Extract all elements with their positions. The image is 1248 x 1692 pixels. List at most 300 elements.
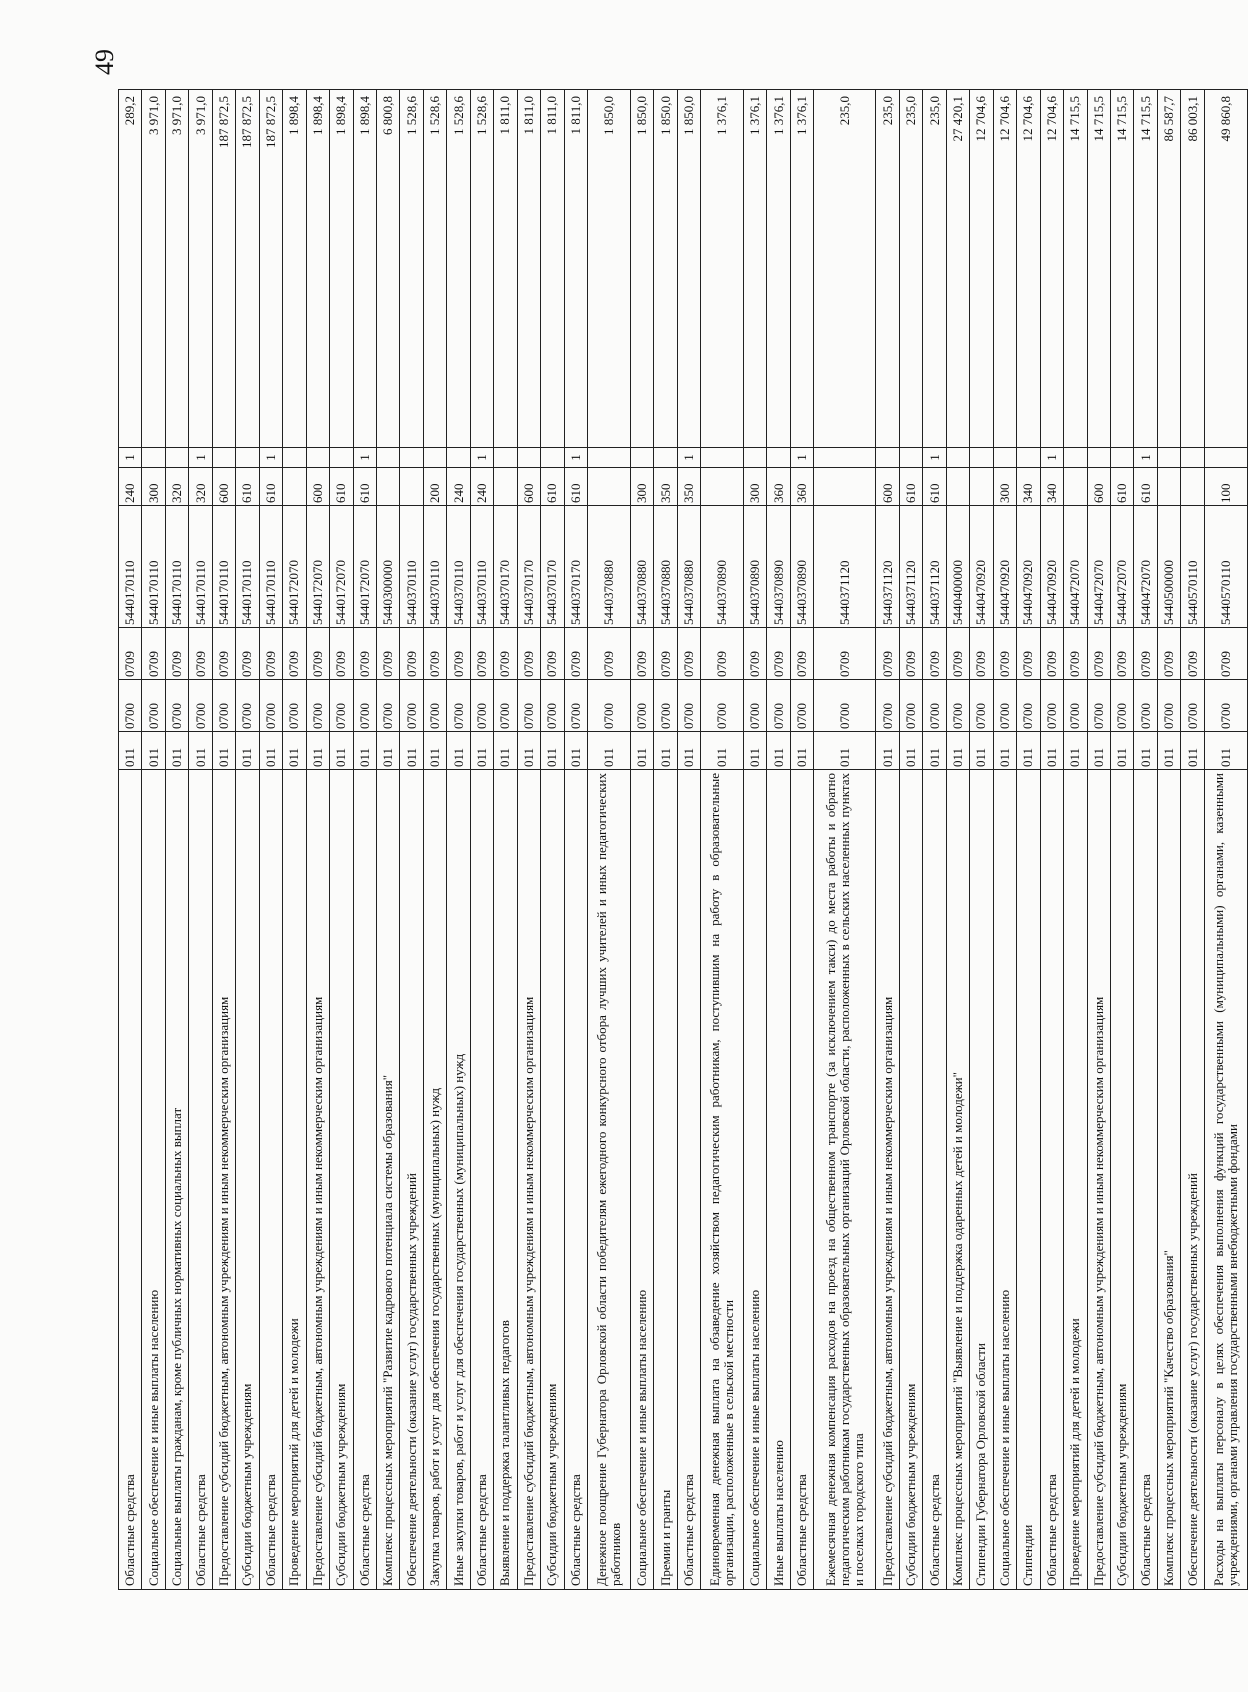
row-vr-code-cell: 360 (790, 468, 813, 506)
row-name-cell: Иные выплаты населению (767, 770, 790, 1590)
row-name-cell: Областные средства (1040, 770, 1063, 1590)
row-vr-code-cell: 240 (119, 468, 142, 506)
row-cs-code-cell: 5440172070 (283, 506, 306, 628)
row-amount-cell: 14 715,5 (1134, 90, 1157, 448)
row-rz-code-cell: 0700 (212, 680, 235, 732)
table-row (767, 90, 790, 1590)
row-rz-code-cell: 0700 (236, 680, 259, 732)
row-name-cell: Иные закупки товаров, работ и услуг для обеспечения государственных (муниципальных) нужд (447, 770, 470, 1590)
row-name-cell: Областные средства (564, 770, 587, 1590)
row-name-cell: Предоставление субсидий бюджетным, автономным учреждениям и иным некоммерческим организациям (1087, 770, 1110, 1590)
row-amount-cell: 14 715,5 (1110, 90, 1133, 448)
row-pr-code-cell: 0709 (236, 628, 259, 680)
table-row (1087, 90, 1110, 1590)
row-amount-cell: 235,0 (876, 90, 899, 448)
row-amount-cell: 1 850,0 (677, 90, 700, 448)
row-vr-code-cell (283, 468, 306, 506)
row-amount-cell: 1 376,1 (790, 90, 813, 448)
row-vr-code-cell: 240 (470, 468, 493, 506)
row-amount-cell: 1 850,0 (630, 90, 653, 448)
row-cs-code-cell: 5440370880 (677, 506, 700, 628)
row-fund-flag-cell (1110, 448, 1133, 468)
budget-table-sheet (118, 90, 1248, 1590)
row-cs-code-cell: 5440470920 (970, 506, 993, 628)
row-cs-code-cell: 5440370890 (701, 506, 744, 628)
row-fund-flag-cell (236, 448, 259, 468)
row-fund-flag-cell: 1 (923, 448, 946, 468)
row-gr-code-cell: 011 (1017, 732, 1040, 770)
row-pr-code-cell: 0709 (1040, 628, 1063, 680)
row-vr-code-cell: 610 (353, 468, 376, 506)
row-cs-code-cell: 5440371120 (899, 506, 922, 628)
row-pr-code-cell: 0709 (588, 628, 631, 680)
row-amount-cell: 1 376,1 (767, 90, 790, 448)
row-vr-code-cell (1064, 468, 1087, 506)
row-fund-flag-cell: 1 (189, 448, 212, 468)
row-pr-code-cell: 0709 (283, 628, 306, 680)
row-pr-code-cell: 0709 (564, 628, 587, 680)
row-gr-code-cell: 011 (1087, 732, 1110, 770)
row-rz-code-cell: 0700 (993, 680, 1016, 732)
row-amount-cell: 86 003,1 (1181, 90, 1204, 448)
row-gr-code-cell: 011 (306, 732, 329, 770)
row-gr-code-cell: 011 (423, 732, 446, 770)
row-gr-code-cell: 011 (1181, 732, 1204, 770)
row-rz-code-cell: 0700 (564, 680, 587, 732)
table-row (1204, 90, 1247, 1590)
row-cs-code-cell: 5440400000 (946, 506, 969, 628)
row-pr-code-cell: 0709 (259, 628, 282, 680)
row-fund-flag-cell (330, 448, 353, 468)
table-row (1064, 90, 1087, 1590)
row-amount-cell: 187 872,5 (259, 90, 282, 448)
row-cs-code-cell: 5440170110 (119, 506, 142, 628)
budget-table (118, 89, 1248, 1590)
row-gr-code-cell: 011 (283, 732, 306, 770)
row-fund-flag-cell (142, 448, 165, 468)
row-cs-code-cell: 5440500000 (1157, 506, 1180, 628)
row-rz-code-cell: 0700 (1087, 680, 1110, 732)
row-cs-code-cell: 5440570110 (1181, 506, 1204, 628)
row-rz-code-cell: 0700 (946, 680, 969, 732)
row-name-cell: Обеспечение деятельности (оказание услуг) государственных учреждений (400, 770, 423, 1590)
row-rz-code-cell: 0700 (330, 680, 353, 732)
row-pr-code-cell: 0709 (212, 628, 235, 680)
row-gr-code-cell: 011 (630, 732, 653, 770)
row-name-cell: Субсидии бюджетным учреждениям (330, 770, 353, 1590)
table-row (494, 90, 517, 1590)
row-rz-code-cell: 0700 (1040, 680, 1063, 732)
table-row (447, 90, 470, 1590)
row-vr-code-cell: 350 (677, 468, 700, 506)
row-name-cell: Денежное поощрение Губернатора Орловской области победителям ежегодного конкурсного отбора лучших учителей и иных педагогических работников (588, 770, 631, 1590)
row-cs-code-cell: 5440170110 (212, 506, 235, 628)
row-fund-flag-cell (654, 448, 677, 468)
row-gr-code-cell: 011 (541, 732, 564, 770)
table-row (400, 90, 423, 1590)
row-pr-code-cell: 0709 (447, 628, 470, 680)
row-pr-code-cell: 0709 (1110, 628, 1133, 680)
row-cs-code-cell: 5440172070 (353, 506, 376, 628)
row-cs-code-cell: 5440172070 (306, 506, 329, 628)
row-pr-code-cell: 0709 (330, 628, 353, 680)
row-gr-code-cell: 011 (564, 732, 587, 770)
row-pr-code-cell: 0709 (899, 628, 922, 680)
row-amount-cell: 86 587,7 (1157, 90, 1180, 448)
row-fund-flag-cell (630, 448, 653, 468)
row-fund-flag-cell (701, 448, 744, 468)
row-name-cell: Предоставление субсидий бюджетным, автономным учреждениям и иным некоммерческим организациям (517, 770, 540, 1590)
row-amount-cell: 14 715,5 (1087, 90, 1110, 448)
row-fund-flag-cell (743, 448, 766, 468)
row-vr-code-cell (1181, 468, 1204, 506)
row-gr-code-cell: 011 (236, 732, 259, 770)
row-vr-code-cell: 350 (654, 468, 677, 506)
row-vr-code-cell (814, 468, 876, 506)
row-vr-code-cell: 300 (630, 468, 653, 506)
row-fund-flag-cell (306, 448, 329, 468)
table-row (283, 90, 306, 1590)
row-gr-code-cell: 011 (1134, 732, 1157, 770)
row-cs-code-cell: 5440370880 (654, 506, 677, 628)
row-cs-code-cell: 5440370170 (541, 506, 564, 628)
row-amount-cell: 1 528,6 (423, 90, 446, 448)
row-rz-code-cell: 0700 (743, 680, 766, 732)
row-amount-cell: 1 528,6 (400, 90, 423, 448)
row-name-cell: Социальное обеспечение и иные выплаты населению (630, 770, 653, 1590)
row-fund-flag-cell: 1 (564, 448, 587, 468)
table-row (1157, 90, 1180, 1590)
row-amount-cell: 3 971,0 (142, 90, 165, 448)
row-fund-flag-cell (517, 448, 540, 468)
row-name-cell: Областные средства (189, 770, 212, 1590)
row-name-cell: Социальное обеспечение и иные выплаты населению (993, 770, 1016, 1590)
row-cs-code-cell: 5440172070 (330, 506, 353, 628)
row-name-cell: Комплекс процессных мероприятий "Качество образования" (1157, 770, 1180, 1590)
table-row (677, 90, 700, 1590)
row-pr-code-cell: 0709 (541, 628, 564, 680)
row-cs-code-cell: 5440370880 (630, 506, 653, 628)
table-row (630, 90, 653, 1590)
row-fund-flag-cell (165, 448, 188, 468)
row-gr-code-cell: 011 (814, 732, 876, 770)
row-fund-flag-cell (993, 448, 1016, 468)
row-gr-code-cell: 011 (970, 732, 993, 770)
row-vr-code-cell: 610 (1134, 468, 1157, 506)
row-fund-flag-cell: 1 (790, 448, 813, 468)
row-rz-code-cell: 0700 (1204, 680, 1247, 732)
row-cs-code-cell: 5440370880 (588, 506, 631, 628)
row-rz-code-cell: 0700 (677, 680, 700, 732)
row-cs-code-cell: 5440370890 (790, 506, 813, 628)
row-vr-code-cell (494, 468, 517, 506)
row-vr-code-cell (946, 468, 969, 506)
row-amount-cell: 1 850,0 (588, 90, 631, 448)
row-pr-code-cell: 0709 (494, 628, 517, 680)
row-cs-code-cell: 5440370890 (743, 506, 766, 628)
row-fund-flag-cell: 1 (1040, 448, 1063, 468)
row-gr-code-cell: 011 (400, 732, 423, 770)
row-name-cell: Проведение мероприятий для детей и молодежи (1064, 770, 1087, 1590)
row-pr-code-cell: 0709 (400, 628, 423, 680)
row-amount-cell: 235,0 (899, 90, 922, 448)
row-cs-code-cell: 5440470920 (993, 506, 1016, 628)
row-pr-code-cell: 0709 (630, 628, 653, 680)
row-cs-code-cell: 5440370110 (423, 506, 446, 628)
row-rz-code-cell: 0700 (923, 680, 946, 732)
row-rz-code-cell: 0700 (376, 680, 399, 732)
row-amount-cell: 14 715,5 (1064, 90, 1087, 448)
row-amount-cell: 6 800,8 (376, 90, 399, 448)
row-cs-code-cell: 5440570110 (1204, 506, 1247, 628)
row-name-cell: Проведение мероприятий для детей и молодежи (283, 770, 306, 1590)
table-row (165, 90, 188, 1590)
row-name-cell: Выявление и поддержка талантливых педагогов (494, 770, 517, 1590)
row-rz-code-cell: 0700 (1110, 680, 1133, 732)
row-vr-code-cell: 600 (212, 468, 235, 506)
row-cs-code-cell: 5440470920 (1017, 506, 1040, 628)
row-cs-code-cell: 5440472070 (1134, 506, 1157, 628)
table-row (142, 90, 165, 1590)
row-cs-code-cell: 5440170110 (259, 506, 282, 628)
table-row (1181, 90, 1204, 1590)
row-vr-code-cell (701, 468, 744, 506)
row-fund-flag-cell (494, 448, 517, 468)
row-cs-code-cell: 5440170110 (236, 506, 259, 628)
table-row (970, 90, 993, 1590)
row-gr-code-cell: 011 (767, 732, 790, 770)
row-gr-code-cell: 011 (876, 732, 899, 770)
table-row (1017, 90, 1040, 1590)
row-cs-code-cell: 5440472070 (1110, 506, 1133, 628)
row-gr-code-cell: 011 (923, 732, 946, 770)
row-vr-code-cell: 610 (899, 468, 922, 506)
row-vr-code-cell: 610 (1110, 468, 1133, 506)
row-pr-code-cell: 0709 (701, 628, 744, 680)
row-name-cell: Субсидии бюджетным учреждениям (899, 770, 922, 1590)
row-fund-flag-cell (400, 448, 423, 468)
row-rz-code-cell: 0700 (1064, 680, 1087, 732)
row-pr-code-cell: 0709 (970, 628, 993, 680)
row-vr-code-cell: 610 (259, 468, 282, 506)
table-row (541, 90, 564, 1590)
row-vr-code-cell: 320 (189, 468, 212, 506)
row-cs-code-cell: 5440472070 (1087, 506, 1110, 628)
row-rz-code-cell: 0700 (1134, 680, 1157, 732)
row-rz-code-cell: 0700 (119, 680, 142, 732)
row-amount-cell: 1 811,0 (517, 90, 540, 448)
row-vr-code-cell (1157, 468, 1180, 506)
row-rz-code-cell: 0700 (165, 680, 188, 732)
row-pr-code-cell: 0709 (767, 628, 790, 680)
row-vr-code-cell: 300 (142, 468, 165, 506)
table-row (564, 90, 587, 1590)
row-name-cell: Областные средства (923, 770, 946, 1590)
row-name-cell: Областные средства (259, 770, 282, 1590)
row-pr-code-cell: 0709 (470, 628, 493, 680)
row-gr-code-cell: 011 (899, 732, 922, 770)
row-amount-cell: 12 704,6 (970, 90, 993, 448)
row-fund-flag-cell (767, 448, 790, 468)
row-vr-code-cell: 240 (447, 468, 470, 506)
row-rz-code-cell: 0700 (588, 680, 631, 732)
row-rz-code-cell: 0700 (541, 680, 564, 732)
row-vr-code-cell: 100 (1204, 468, 1247, 506)
row-fund-flag-cell (970, 448, 993, 468)
row-fund-flag-cell (541, 448, 564, 468)
row-gr-code-cell: 011 (1110, 732, 1133, 770)
row-gr-code-cell: 011 (701, 732, 744, 770)
row-cs-code-cell: 5440470920 (1040, 506, 1063, 628)
budget-table-body (119, 90, 1248, 1590)
row-fund-flag-cell: 1 (1134, 448, 1157, 468)
row-fund-flag-cell (283, 448, 306, 468)
row-gr-code-cell: 011 (1204, 732, 1247, 770)
row-pr-code-cell: 0709 (423, 628, 446, 680)
row-fund-flag-cell: 1 (353, 448, 376, 468)
table-row (899, 90, 922, 1590)
row-cs-code-cell: 5440370170 (494, 506, 517, 628)
row-gr-code-cell: 011 (212, 732, 235, 770)
table-row (259, 90, 282, 1590)
row-rz-code-cell: 0700 (306, 680, 329, 732)
row-amount-cell: 1 898,4 (283, 90, 306, 448)
table-row (743, 90, 766, 1590)
row-vr-code-cell: 300 (743, 468, 766, 506)
row-gr-code-cell: 011 (470, 732, 493, 770)
row-cs-code-cell: 5440300000 (376, 506, 399, 628)
row-gr-code-cell: 011 (588, 732, 631, 770)
row-cs-code-cell: 5440370110 (400, 506, 423, 628)
row-cs-code-cell: 5440370110 (470, 506, 493, 628)
row-pr-code-cell: 0709 (1181, 628, 1204, 680)
row-cs-code-cell: 5440370110 (447, 506, 470, 628)
row-fund-flag-cell (1204, 448, 1247, 468)
table-row (353, 90, 376, 1590)
row-name-cell: Областные средства (1134, 770, 1157, 1590)
row-pr-code-cell: 0709 (1017, 628, 1040, 680)
row-fund-flag-cell (946, 448, 969, 468)
row-amount-cell: 3 971,0 (165, 90, 188, 448)
row-cs-code-cell: 5440371120 (814, 506, 876, 628)
row-cs-code-cell: 5440370170 (517, 506, 540, 628)
row-amount-cell: 1 376,1 (743, 90, 766, 448)
row-rz-code-cell: 0700 (283, 680, 306, 732)
row-rz-code-cell: 0700 (423, 680, 446, 732)
row-vr-code-cell: 600 (306, 468, 329, 506)
row-pr-code-cell: 0709 (517, 628, 540, 680)
row-fund-flag-cell (1017, 448, 1040, 468)
row-gr-code-cell: 011 (330, 732, 353, 770)
row-rz-code-cell: 0700 (494, 680, 517, 732)
row-rz-code-cell: 0700 (142, 680, 165, 732)
row-fund-flag-cell (1181, 448, 1204, 468)
row-vr-code-cell: 610 (236, 468, 259, 506)
row-name-cell: Социальные выплаты гражданам, кроме публичных нормативных социальных выплат (165, 770, 188, 1590)
table-row (923, 90, 946, 1590)
table-row (189, 90, 212, 1590)
table-row (376, 90, 399, 1590)
row-rz-code-cell: 0700 (1017, 680, 1040, 732)
table-row (1110, 90, 1133, 1590)
row-fund-flag-cell (212, 448, 235, 468)
row-gr-code-cell: 011 (1040, 732, 1063, 770)
row-fund-flag-cell (423, 448, 446, 468)
row-rz-code-cell: 0700 (353, 680, 376, 732)
row-name-cell: Субсидии бюджетным учреждениям (236, 770, 259, 1590)
row-name-cell: Комплекс процессных мероприятий "Развитие кадрового потенциала системы образования" (376, 770, 399, 1590)
row-gr-code-cell: 011 (353, 732, 376, 770)
row-name-cell: Областные средства (790, 770, 813, 1590)
row-name-cell: Областные средства (119, 770, 142, 1590)
row-amount-cell: 235,0 (923, 90, 946, 448)
row-pr-code-cell: 0709 (165, 628, 188, 680)
page-number: 49 (90, 49, 119, 75)
row-pr-code-cell: 0709 (790, 628, 813, 680)
row-name-cell: Социальное обеспечение и иные выплаты населению (142, 770, 165, 1590)
row-name-cell: Областные средства (353, 770, 376, 1590)
row-rz-code-cell: 0700 (630, 680, 653, 732)
row-cs-code-cell: 5440371120 (923, 506, 946, 628)
row-pr-code-cell: 0709 (119, 628, 142, 680)
row-fund-flag-cell (899, 448, 922, 468)
row-name-cell: Стипендии (1017, 770, 1040, 1590)
row-name-cell: Стипендии Губернатора Орловской области (970, 770, 993, 1590)
row-gr-code-cell: 011 (165, 732, 188, 770)
row-pr-code-cell: 0709 (353, 628, 376, 680)
row-gr-code-cell: 011 (677, 732, 700, 770)
row-cs-code-cell: 5440370170 (564, 506, 587, 628)
row-rz-code-cell: 0700 (259, 680, 282, 732)
row-gr-code-cell: 011 (189, 732, 212, 770)
row-pr-code-cell: 0709 (1157, 628, 1180, 680)
row-fund-flag-cell: 1 (677, 448, 700, 468)
table-row (701, 90, 744, 1590)
table-row (654, 90, 677, 1590)
row-fund-flag-cell (814, 448, 876, 468)
row-fund-flag-cell (1064, 448, 1087, 468)
row-vr-code-cell: 600 (1087, 468, 1110, 506)
row-pr-code-cell: 0709 (923, 628, 946, 680)
row-gr-code-cell: 011 (494, 732, 517, 770)
row-amount-cell: 27 420,1 (946, 90, 969, 448)
table-row (517, 90, 540, 1590)
table-row (588, 90, 631, 1590)
table-row (330, 90, 353, 1590)
row-vr-code-cell (376, 468, 399, 506)
row-rz-code-cell: 0700 (790, 680, 813, 732)
row-amount-cell: 187 872,5 (212, 90, 235, 448)
row-pr-code-cell: 0709 (142, 628, 165, 680)
row-gr-code-cell: 011 (790, 732, 813, 770)
row-amount-cell: 1 850,0 (654, 90, 677, 448)
row-vr-code-cell: 610 (564, 468, 587, 506)
row-pr-code-cell: 0709 (1064, 628, 1087, 680)
row-name-cell: Субсидии бюджетным учреждениям (1110, 770, 1133, 1590)
row-vr-code-cell: 360 (767, 468, 790, 506)
row-gr-code-cell: 011 (119, 732, 142, 770)
row-vr-code-cell: 340 (1040, 468, 1063, 506)
table-row (993, 90, 1016, 1590)
row-amount-cell: 49 860,8 (1204, 90, 1247, 448)
table-row (790, 90, 813, 1590)
row-gr-code-cell: 011 (142, 732, 165, 770)
table-row (236, 90, 259, 1590)
row-name-cell: Субсидии бюджетным учреждениям (541, 770, 564, 1590)
row-vr-code-cell: 300 (993, 468, 1016, 506)
row-name-cell: Закупка товаров, работ и услуг для обеспечения государственных (муниципальных) нужд (423, 770, 446, 1590)
table-row (470, 90, 493, 1590)
